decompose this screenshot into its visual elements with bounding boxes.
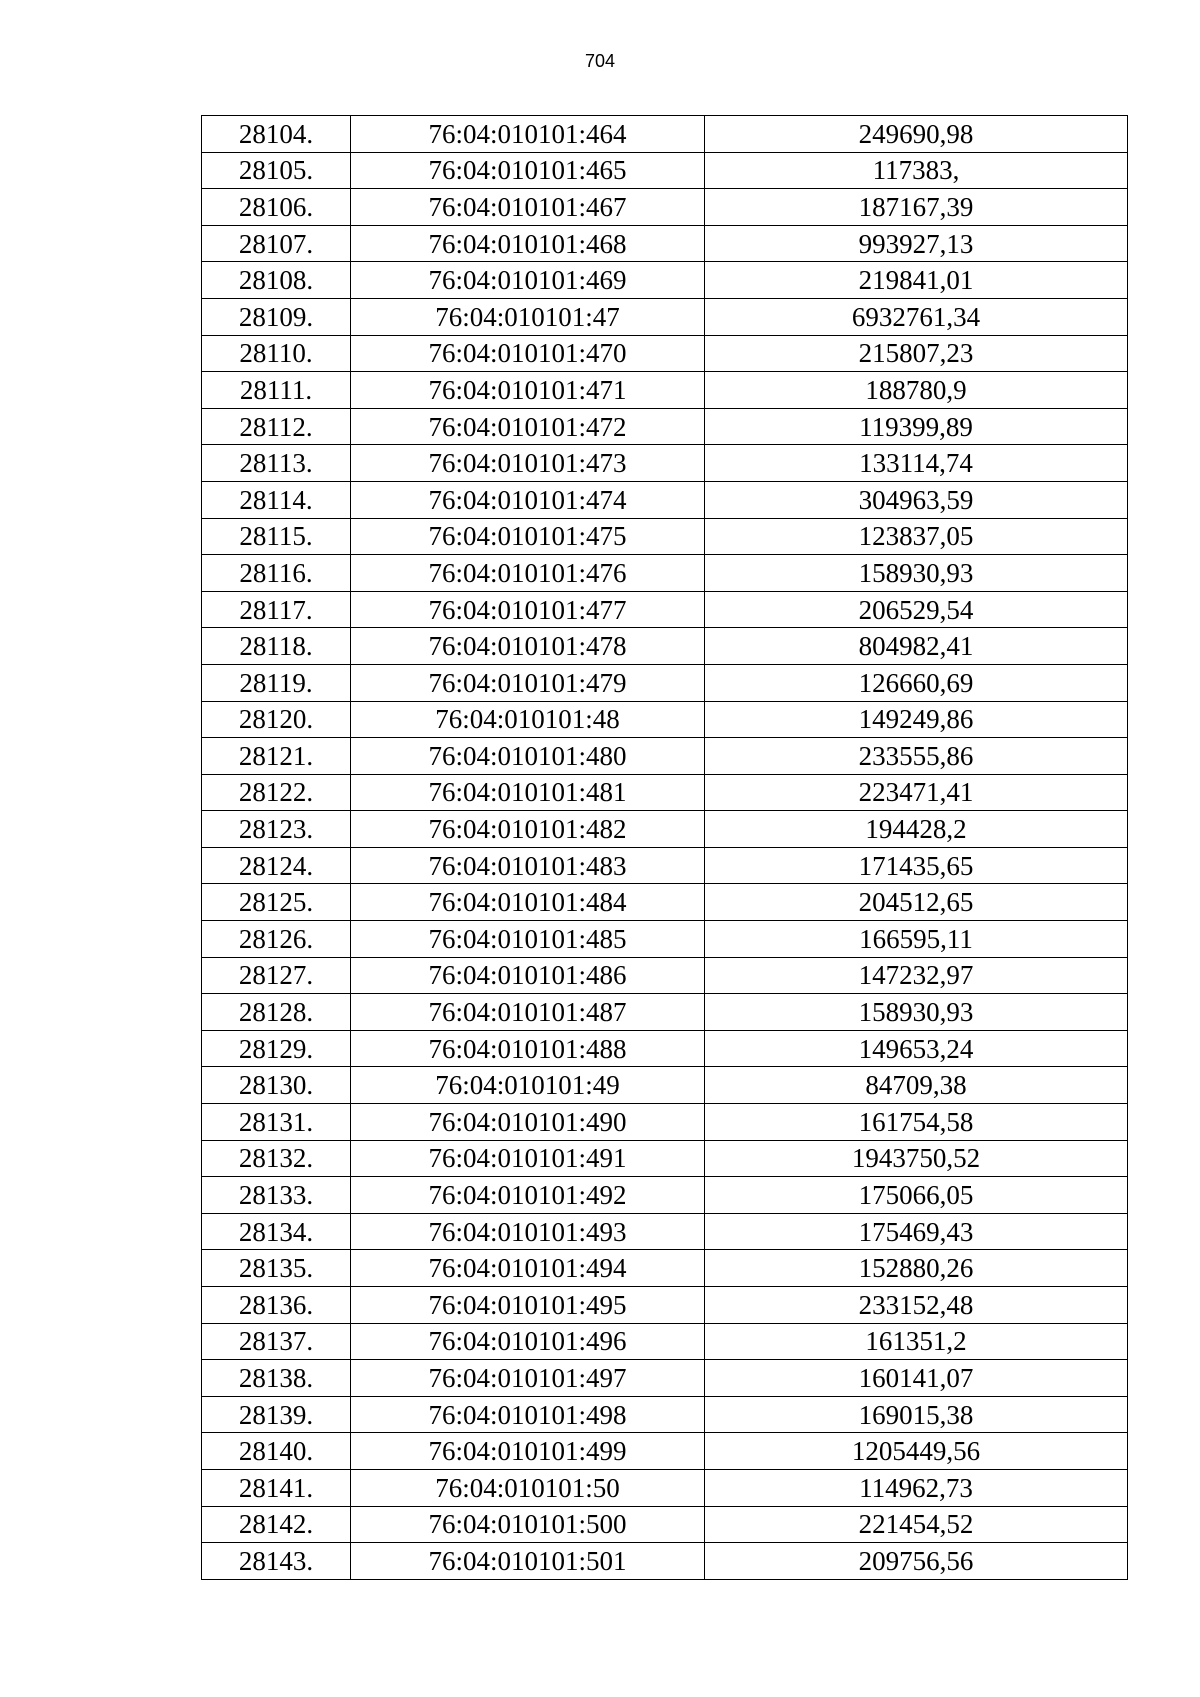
cadastral-value-cell: 188780,9 (705, 372, 1128, 409)
cadastral-number-cell: 76:04:010101:50 (351, 1469, 705, 1506)
cadastral-number-cell: 76:04:010101:493 (351, 1213, 705, 1250)
row-number-cell: 28127. (202, 957, 351, 994)
table-row (202, 408, 1128, 445)
cadastral-number-cell: 76:04:010101:470 (351, 335, 705, 372)
cadastral-value-cell: 804982,41 (705, 628, 1128, 665)
table-row (202, 1360, 1128, 1397)
cadastral-value-cell: 6932761,34 (705, 298, 1128, 335)
table-row (202, 116, 1128, 153)
cadastral-number-cell: 76:04:010101:488 (351, 1030, 705, 1067)
table-row (202, 921, 1128, 958)
row-number-cell: 28110. (202, 335, 351, 372)
row-number-cell: 28134. (202, 1213, 351, 1250)
row-number-cell: 28115. (202, 518, 351, 555)
row-number-cell: 28133. (202, 1177, 351, 1214)
table-row (202, 994, 1128, 1031)
row-number-cell: 28121. (202, 738, 351, 775)
cadastral-value-table (201, 115, 1128, 1580)
cadastral-number-cell: 76:04:010101:480 (351, 738, 705, 775)
row-number-cell: 28116. (202, 555, 351, 592)
cadastral-number-cell: 76:04:010101:468 (351, 225, 705, 262)
table-row (202, 262, 1128, 299)
table-row (202, 738, 1128, 775)
cadastral-value-cell: 149249,86 (705, 701, 1128, 738)
row-number-cell: 28136. (202, 1287, 351, 1324)
table-row (202, 774, 1128, 811)
cadastral-number-cell: 76:04:010101:472 (351, 408, 705, 445)
row-number-cell: 28107. (202, 225, 351, 262)
row-number-cell: 28126. (202, 921, 351, 958)
cadastral-value-cell: 204512,65 (705, 884, 1128, 921)
table-row (202, 1250, 1128, 1287)
cadastral-number-cell: 76:04:010101:478 (351, 628, 705, 665)
table-row (202, 1396, 1128, 1433)
row-number-cell: 28108. (202, 262, 351, 299)
cadastral-number-cell: 76:04:010101:485 (351, 921, 705, 958)
cadastral-value-cell: 114962,73 (705, 1469, 1128, 1506)
cadastral-value-cell: 187167,39 (705, 189, 1128, 226)
cadastral-number-cell: 76:04:010101:497 (351, 1360, 705, 1397)
row-number-cell: 28135. (202, 1250, 351, 1287)
table-row (202, 372, 1128, 409)
row-number-cell: 28138. (202, 1360, 351, 1397)
cadastral-number-cell: 76:04:010101:476 (351, 555, 705, 592)
table-row (202, 1030, 1128, 1067)
table-row (202, 1104, 1128, 1141)
table-row (202, 701, 1128, 738)
table-row (202, 884, 1128, 921)
row-number-cell: 28140. (202, 1433, 351, 1470)
table-row (202, 518, 1128, 555)
table-row (202, 481, 1128, 518)
table-row (202, 189, 1128, 226)
cadastral-number-cell: 76:04:010101:498 (351, 1396, 705, 1433)
row-number-cell: 28104. (202, 116, 351, 153)
cadastral-value-cell: 158930,93 (705, 555, 1128, 592)
table-row (202, 1213, 1128, 1250)
table-row (202, 957, 1128, 994)
row-number-cell: 28114. (202, 481, 351, 518)
table-row (202, 1067, 1128, 1104)
cadastral-number-cell: 76:04:010101:483 (351, 847, 705, 884)
cadastral-number-cell: 76:04:010101:469 (351, 262, 705, 299)
row-number-cell: 28128. (202, 994, 351, 1031)
cadastral-value-cell: 119399,89 (705, 408, 1128, 445)
row-number-cell: 28131. (202, 1104, 351, 1141)
table-row (202, 1323, 1128, 1360)
table-row (202, 1433, 1128, 1470)
row-number-cell: 28124. (202, 847, 351, 884)
cadastral-number-cell: 76:04:010101:496 (351, 1323, 705, 1360)
cadastral-number-cell: 76:04:010101:479 (351, 664, 705, 701)
table-row (202, 225, 1128, 262)
table-row (202, 1140, 1128, 1177)
cadastral-number-cell: 76:04:010101:500 (351, 1506, 705, 1543)
cadastral-number-cell: 76:04:010101:492 (351, 1177, 705, 1214)
row-number-cell: 28113. (202, 445, 351, 482)
table-row (202, 335, 1128, 372)
table-row (202, 591, 1128, 628)
cadastral-value-cell: 993927,13 (705, 225, 1128, 262)
cadastral-number-cell: 76:04:010101:49 (351, 1067, 705, 1104)
row-number-cell: 28118. (202, 628, 351, 665)
row-number-cell: 28117. (202, 591, 351, 628)
cadastral-value-cell: 206529,54 (705, 591, 1128, 628)
table-row (202, 664, 1128, 701)
cadastral-value-cell: 304963,59 (705, 481, 1128, 518)
row-number-cell: 28141. (202, 1469, 351, 1506)
cadastral-number-cell: 76:04:010101:490 (351, 1104, 705, 1141)
cadastral-number-cell: 76:04:010101:487 (351, 994, 705, 1031)
table-row (202, 445, 1128, 482)
table-row (202, 1287, 1128, 1324)
cadastral-value-cell: 215807,23 (705, 335, 1128, 372)
cadastral-value-cell: 147232,97 (705, 957, 1128, 994)
cadastral-value-cell: 233152,48 (705, 1287, 1128, 1324)
cadastral-value-cell: 223471,41 (705, 774, 1128, 811)
cadastral-value-cell: 175469,43 (705, 1213, 1128, 1250)
cadastral-value-cell: 126660,69 (705, 664, 1128, 701)
cadastral-number-cell: 76:04:010101:495 (351, 1287, 705, 1324)
cadastral-value-cell: 1205449,56 (705, 1433, 1128, 1470)
cadastral-number-cell: 76:04:010101:477 (351, 591, 705, 628)
cadastral-value-cell: 117383, (705, 152, 1128, 189)
row-number-cell: 28106. (202, 189, 351, 226)
cadastral-value-cell: 84709,38 (705, 1067, 1128, 1104)
row-number-cell: 28137. (202, 1323, 351, 1360)
cadastral-value-cell: 171435,65 (705, 847, 1128, 884)
cadastral-value-cell: 161754,58 (705, 1104, 1128, 1141)
row-number-cell: 28109. (202, 298, 351, 335)
cadastral-value-cell: 175066,05 (705, 1177, 1128, 1214)
row-number-cell: 28129. (202, 1030, 351, 1067)
cadastral-number-cell: 76:04:010101:499 (351, 1433, 705, 1470)
cadastral-number-cell: 76:04:010101:465 (351, 152, 705, 189)
cadastral-number-cell: 76:04:010101:494 (351, 1250, 705, 1287)
row-number-cell: 28112. (202, 408, 351, 445)
cadastral-value-cell: 169015,38 (705, 1396, 1128, 1433)
cadastral-number-cell: 76:04:010101:467 (351, 189, 705, 226)
table-body (202, 116, 1128, 1580)
cadastral-number-cell: 76:04:010101:491 (351, 1140, 705, 1177)
table-row (202, 811, 1128, 848)
cadastral-value-cell: 233555,86 (705, 738, 1128, 775)
cadastral-value-cell: 161351,2 (705, 1323, 1128, 1360)
table-row (202, 152, 1128, 189)
cadastral-number-cell: 76:04:010101:484 (351, 884, 705, 921)
page-number: 704 (584, 51, 616, 71)
table-row (202, 628, 1128, 665)
cadastral-value-cell: 166595,11 (705, 921, 1128, 958)
table-row (202, 555, 1128, 592)
cadastral-value-cell: 160141,07 (705, 1360, 1128, 1397)
cadastral-number-cell: 76:04:010101:474 (351, 481, 705, 518)
cadastral-value-cell: 209756,56 (705, 1543, 1128, 1580)
cadastral-value-cell: 1943750,52 (705, 1140, 1128, 1177)
row-number-cell: 28122. (202, 774, 351, 811)
row-number-cell: 28123. (202, 811, 351, 848)
cadastral-number-cell: 76:04:010101:464 (351, 116, 705, 153)
table-row (202, 847, 1128, 884)
cadastral-number-cell: 76:04:010101:48 (351, 701, 705, 738)
table-row (202, 298, 1128, 335)
cadastral-number-cell: 76:04:010101:47 (351, 298, 705, 335)
cadastral-number-cell: 76:04:010101:501 (351, 1543, 705, 1580)
row-number-cell: 28132. (202, 1140, 351, 1177)
table-row (202, 1469, 1128, 1506)
cadastral-value-cell: 149653,24 (705, 1030, 1128, 1067)
cadastral-value-cell: 152880,26 (705, 1250, 1128, 1287)
table-row (202, 1506, 1128, 1543)
cadastral-value-cell: 133114,74 (705, 445, 1128, 482)
table-row (202, 1543, 1128, 1580)
row-number-cell: 28139. (202, 1396, 351, 1433)
cadastral-number-cell: 76:04:010101:486 (351, 957, 705, 994)
row-number-cell: 28130. (202, 1067, 351, 1104)
cadastral-number-cell: 76:04:010101:473 (351, 445, 705, 482)
row-number-cell: 28125. (202, 884, 351, 921)
cadastral-value-cell: 249690,98 (705, 116, 1128, 153)
row-number-cell: 28143. (202, 1543, 351, 1580)
cadastral-value-cell: 219841,01 (705, 262, 1128, 299)
row-number-cell: 28120. (202, 701, 351, 738)
table-row (202, 1177, 1128, 1214)
cadastral-value-cell: 158930,93 (705, 994, 1128, 1031)
cadastral-number-cell: 76:04:010101:475 (351, 518, 705, 555)
cadastral-value-cell: 221454,52 (705, 1506, 1128, 1543)
cadastral-number-cell: 76:04:010101:482 (351, 811, 705, 848)
cadastral-number-cell: 76:04:010101:471 (351, 372, 705, 409)
cadastral-value-cell: 123837,05 (705, 518, 1128, 555)
row-number-cell: 28119. (202, 664, 351, 701)
cadastral-value-cell: 194428,2 (705, 811, 1128, 848)
row-number-cell: 28111. (202, 372, 351, 409)
row-number-cell: 28142. (202, 1506, 351, 1543)
cadastral-number-cell: 76:04:010101:481 (351, 774, 705, 811)
row-number-cell: 28105. (202, 152, 351, 189)
